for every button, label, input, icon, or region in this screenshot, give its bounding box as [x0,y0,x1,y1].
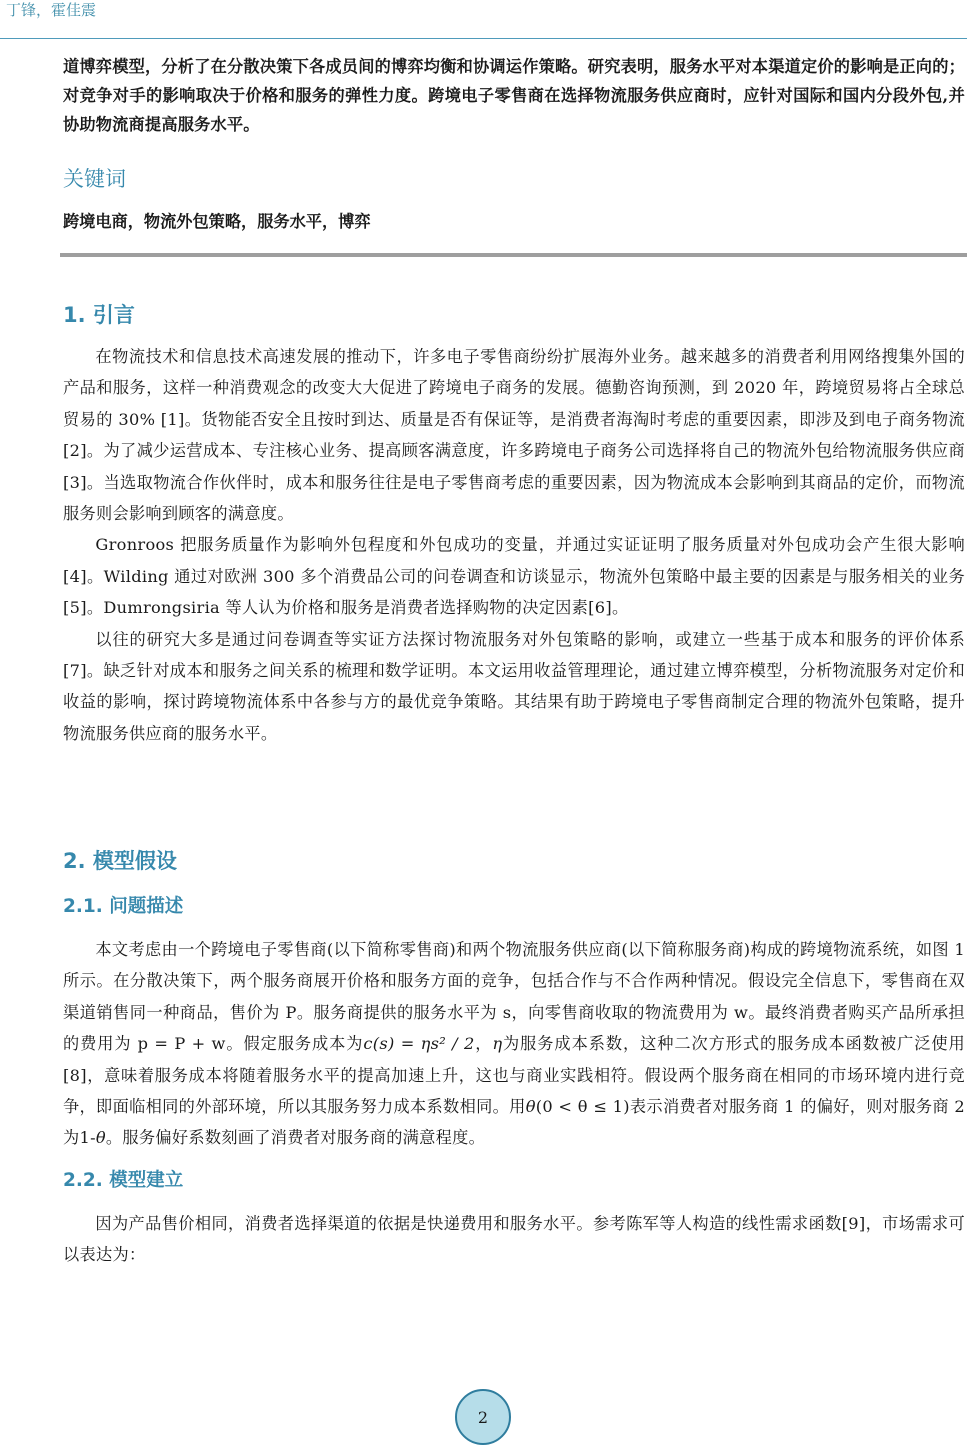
section-2-heading: 2. 模型假设 [63,849,177,873]
theta-symbol: θ [525,1097,536,1117]
problem-text-part-3: 表示消费者对服务商 1 的偏好，则对服务商 2 为1- [63,1097,965,1148]
service-cost-formula: c(s) = ηs² / 2 [363,1034,475,1054]
section-1-heading: 1. 引言 [63,303,135,327]
problem-text-sep: ， [474,1034,493,1054]
intro-paragraph-3: 以往的研究大多是通过问卷调查等实证方法探讨物流服务对外包策略的影响，或建立一些基于成本和服务的评价体系[7]。缺乏针对成本和服务之间关系的梳理和数学证明。本文运用收益管理理论，通过建立博弈模型，分析物流服务对定价和收益的影响，探讨跨境物流体系中各参与方的最优竞争策略。其结果有助于跨境电子零售商制定合理的物流外包策略，提升物流服务供应商的服务水平。 [63,629,965,743]
theta-range-formula: (0 < θ ≤ 1) [535,1097,630,1117]
theta-symbol-2: θ [95,1128,106,1148]
header-rule [0,38,967,39]
intro-paragraph-2: Gronroos 把服务质量作为影响外包程度和外包成功的变量，并通过实证证明了服务质量对外包成功会产生很大影响[4]。Wilding 通过对欧洲 300 多个消费品公司的问卷调查和访谈显示，物流外包策略中最主要的因素是与服务相关的业务[5]。Dumrongsiria 等人认为价格和服务是消费者选择购物的决定因素[6]。 [63,535,965,618]
problem-text-part-4: 。服务偏好系数刻画了消费者对服务商的满意程度。 [105,1128,486,1148]
abstract-keywords-block [63,52,965,233]
eta-symbol: η [492,1034,503,1054]
problem-description-paragraph [63,934,965,1154]
section-introduction [63,300,965,749]
subsection-2-2-heading: 2.2. 模型建立 [63,1169,184,1191]
keywords-heading: 关键词 [63,167,126,191]
subsection-2-1-heading: 2.1. 问题描述 [63,896,184,917]
page-number: 2 [477,1407,489,1427]
model-building-paragraph: 因为产品售价相同，消费者选择渠道的依据是快递费用和服务水平。参考陈军等人构造的线性需求函数[9]，市场需求可以表达为： [63,1213,965,1265]
problem-text-part-1: 本文考虑由一个跨境电子零售商(以下简称零售商)和两个物流服务供应商(以下简称服务商)构成的跨境物流系统，如图 1 所示。在分散决策下，两个服务商展开价格和服务方面的竞争，包括合作与不合作两种情况。假设完全信息下，零售商在双渠道销售同一种商品，售价为 P。服务商提供的服务水平为 s，向零售商收取的物流费用为 w。最终消费者购买产品所承担的费用为 p = P + w。假定服务成本为 [63,940,965,1054]
section-model-assumptions [63,846,965,1271]
problem-text-part-2: 为服务成本系数，这种二次方形式的服务成本函数被广泛使用[8]，意味着服务成本将随着服务水平的提高加速上升，这也与商业实践相符。假设两个服务商在相同的市场环境内进行竞争，即面临相同的外部环境，所以其服务努力成本系数相同。用 [63,1034,965,1117]
page-number-badge [455,1389,511,1445]
section-divider [60,253,967,257]
keywords-text: 跨境电商，物流外包策略，服务水平，博弈 [63,212,371,231]
intro-paragraph-1: 在物流技术和信息技术高速发展的推动下，许多电子零售商纷纷扩展海外业务。越来越多的消费者利用网络搜集外国的产品和服务，这样一种消费观念的改变大大促进了跨境电子商务的发展。德勤咨询预测，到 2020 年，跨境贸易将占全球总贸易的 30% [1]。货物能否安全且按时到达、质量是否有保证等，是消费者海淘时考虑的重要因素，即涉及到电子商务物流[2]。为了减少运营成本、专注核心业务、提高顾客满意度，许多跨境电子商务公司选择将自己的物流外包给物流服务供应商[3]。当选取物流合作伙伴时，成本和服务往往是电子零售商考虑的重要因素，因为物流成本会影响到其商品的定价，而物流服务则会影响到顾客的满意度。 [63,347,965,524]
running-head-authors: 丁锋，霍佳震 [6,1,97,19]
abstract-tail: 道博弈模型，分析了在分散决策下各成员间的博弈均衡和协调运作策略。研究表明，服务水平对本渠道定价的影响是正向的；对竞争对手的影响取决于价格和服务的弹性力度。跨境电子零售商在选择物流服务供应商时，应针对国际和国内分段外包,并协助物流商提高服务水平。 [63,57,965,134]
